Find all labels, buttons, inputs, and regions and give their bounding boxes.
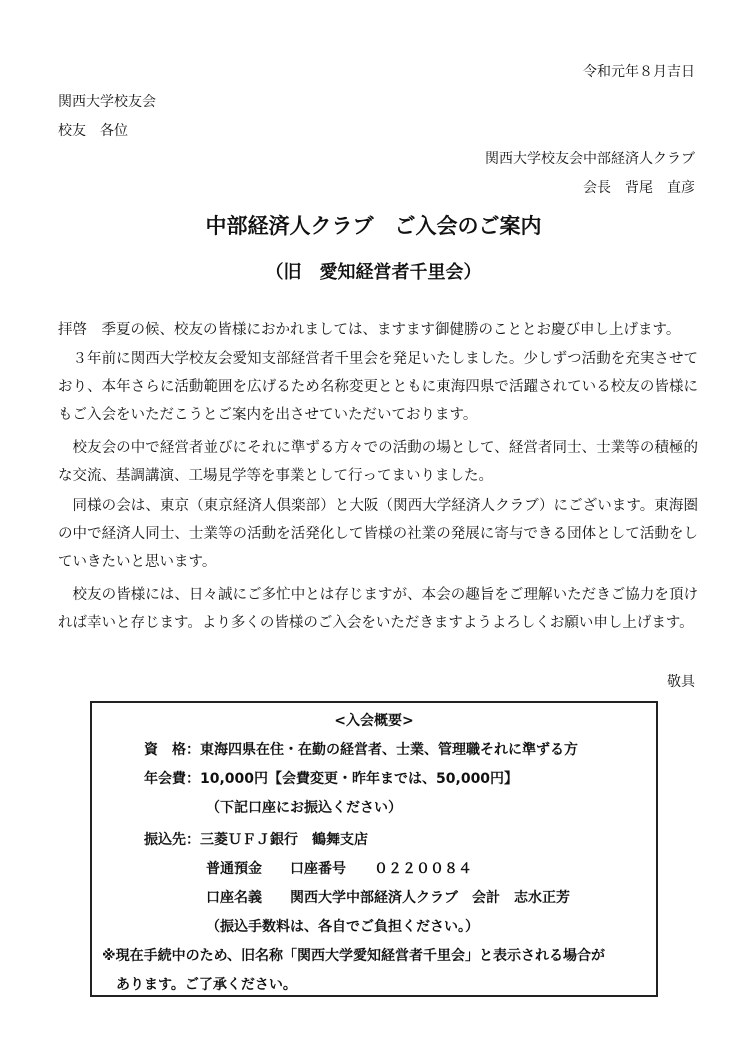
recipient: 校友 各位: [58, 123, 128, 139]
fee-note: （下記口座にお振込ください）: [206, 800, 402, 816]
membership-summary-box: [90, 701, 658, 997]
account-number: 普通預金 口座番号 ０２２００８４: [206, 861, 472, 877]
bank-transfer: 振込先：三菱ＵＦＪ銀行 鶴舞支店: [144, 832, 368, 848]
name-change-notice-continued: あります。ご了承ください。: [116, 977, 297, 993]
account-holder: 口座名義 関西大学中部経済人クラブ 会計 志水正芳: [206, 890, 570, 906]
body-paragraph-1: ３年前に関西大学校友会愛知支部経営者千里会を発足いたしました。少しずつ活動を充実させており、本年さらに活動範囲を広げるため名称変更とともに東海四県で活躍されている校友の皆様にもご入会をいただこうとご案内を出させていただいております。: [58, 351, 698, 423]
annual-fee: 年会費：10,000円【会費変更・昨年までは、50,000円】: [144, 771, 519, 787]
document-title: 中部経済人クラブ ご入会のご案内: [205, 214, 542, 238]
greeting-paragraph: 拝啓 季夏の候、校友の皆様におかれましては、ますます御健勝のこととお慶び申し上げます。: [58, 322, 681, 338]
body-paragraph-3: 同様の会は、東京（東京経済人倶楽部）と大阪（関西大学経済人クラブ）にございます。東海圏の中で経済人同士、士業等の活動を活発化して皆様の社業の発展に寄与できる団体として活動をしていきたいと思います。: [58, 498, 698, 570]
summary-heading: <入会概要>: [334, 713, 414, 729]
recipient-organization: 関西大学校友会: [58, 94, 156, 110]
date: 令和元年８月吉日: [583, 64, 695, 80]
body-paragraph-4: 校友の皆様には、日々誠にご多忙中とは存じますが、本会の趣旨をご理解いただきご協力を頂ければ幸いと存じます。より多くの皆様のご入会をいただきますようよろしくお願い申し上げます。: [58, 587, 698, 631]
closing: 敬具: [667, 674, 695, 690]
name-change-notice: ※現在手続中のため、旧名称「関西大学愛知経営者千里会」と表示される場合が: [102, 948, 606, 964]
qualification: 資 格：東海四県在住・在勤の経営者、士業、管理職それに準ずる方: [144, 742, 578, 758]
body-paragraph-2: 校友会の中で経営者並びにそれに準ずる方々での活動の場として、経営者同士、士業等の積極的な交流、基調講演、工場見学等を事業として行ってまいりました。: [58, 440, 698, 484]
transfer-fee-remark: （振込手数料は、各自でご負担ください。）: [206, 919, 479, 935]
sender-name: 会長 背尾 直彦: [583, 180, 695, 196]
sender-organization: 関西大学校友会中部経済人クラブ: [485, 151, 695, 167]
document-subtitle: （旧 愛知経営者千里会）: [265, 262, 482, 283]
